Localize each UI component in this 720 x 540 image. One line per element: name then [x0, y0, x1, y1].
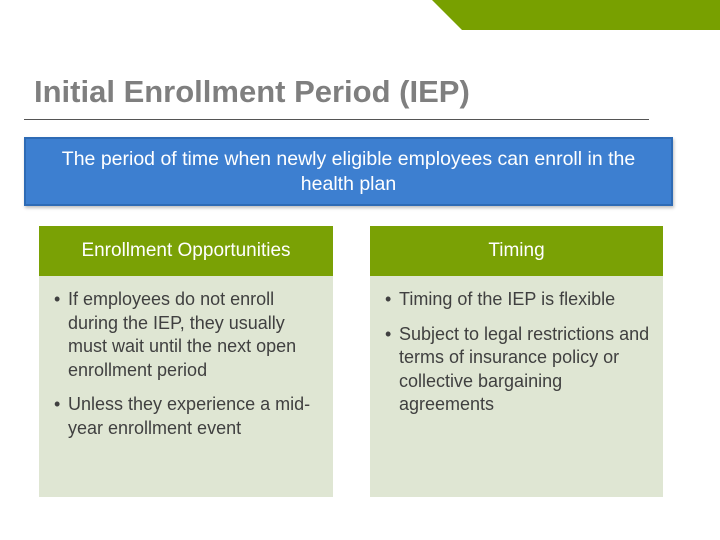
definition-text: The period of time when newly eligible employees can enroll in the health plan	[61, 147, 636, 195]
title-divider	[24, 119, 649, 120]
bullet-item: • If employees do not enroll during the IEP, they usually must wait until the next open enrollment period	[51, 288, 321, 382]
column-header	[370, 226, 663, 276]
column-header	[39, 226, 333, 276]
column-enrollment-opportunities	[39, 226, 333, 497]
bullet-item: • Timing of the IEP is flexible	[382, 288, 651, 312]
definition-box	[24, 137, 673, 206]
column-header-label: Enrollment Opportunities	[81, 240, 291, 261]
bullet-list	[382, 288, 651, 417]
bullet-list	[51, 288, 321, 440]
column-timing	[370, 226, 663, 497]
bullet-item: • Unless they experience a mid-year enrollment event	[51, 393, 321, 440]
slide-title: Initial Enrollment Period (IEP)	[34, 74, 470, 109]
column-body	[370, 276, 663, 497]
column-body	[39, 276, 333, 497]
decorative-accent-bar	[432, 0, 720, 30]
bullet-item: • Subject to legal restrictions and terms of insurance policy or collective bargaining agreements	[382, 323, 651, 417]
column-header-label: Timing	[488, 240, 545, 261]
